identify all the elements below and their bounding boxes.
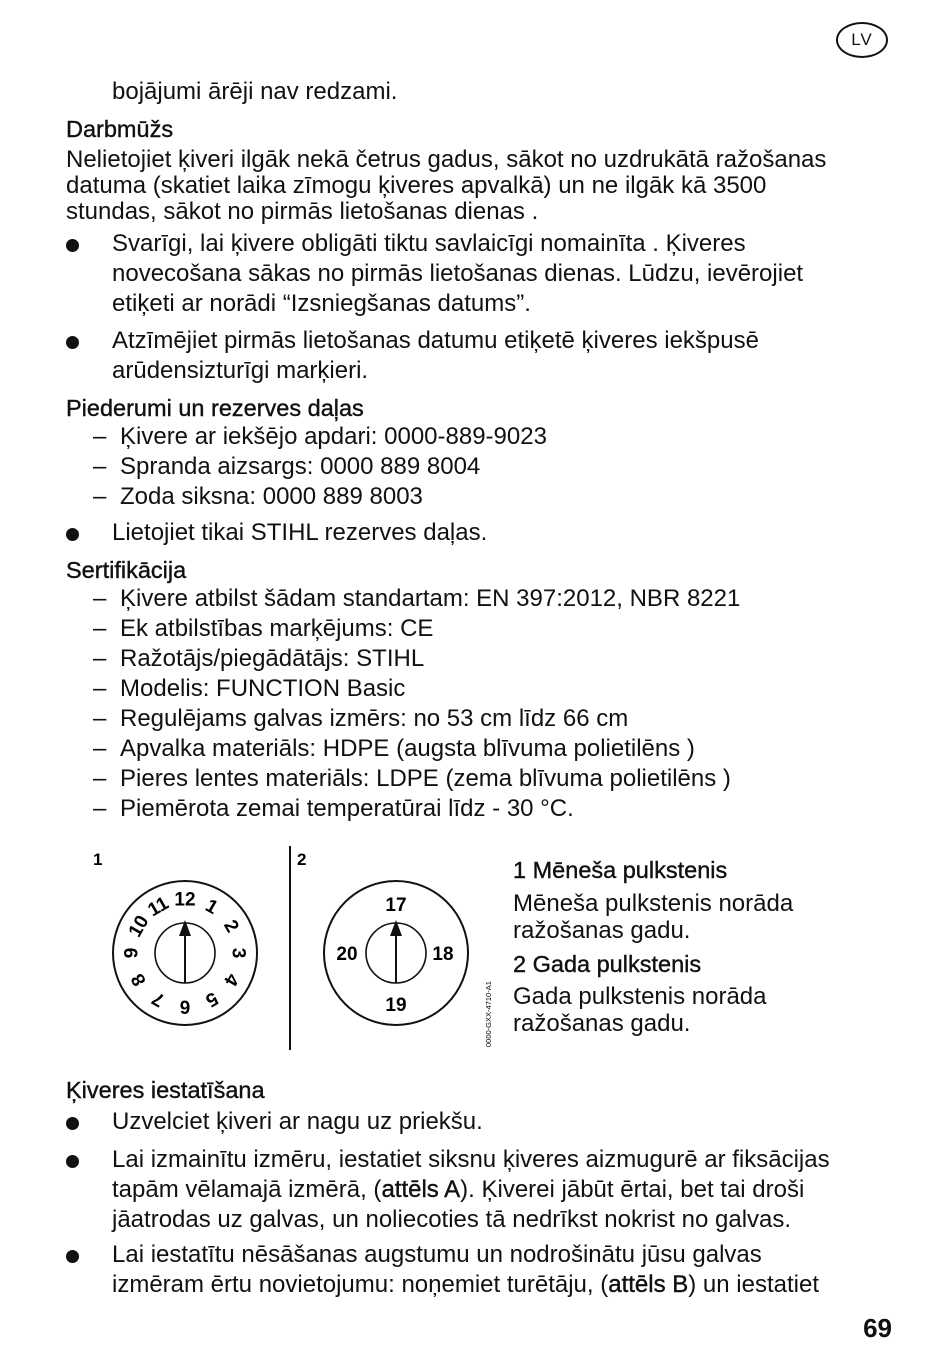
dash-marker: – (93, 795, 107, 822)
month-number: 11 (144, 892, 173, 922)
certification-item: Regulējams galvas izmērs: no 53 cm līdz 66 cm (120, 705, 629, 732)
legend-item-1-line: Mēneša pulkstenis norāda (513, 890, 794, 917)
adjust-heading: Ķiveres iestatīšana (66, 1077, 265, 1103)
dash-marker: – (93, 453, 107, 480)
adjust-bullet-3-line (112, 1271, 819, 1298)
lifetime-line: stundas, sākot no pirmās lietošanas dienas . (66, 198, 539, 225)
accessories-bullet: Lietojiet tikai STIHL rezerves daļas. (112, 519, 488, 546)
certification-item: Piemērota zemai temperatūrai līdz - 30 °C. (120, 795, 574, 822)
bullet-dot (66, 1250, 79, 1263)
certification-item: Ķivere atbilst šādam standartam: EN 397:2012, NBR 8221 (120, 585, 741, 612)
month-number: 4 (219, 969, 243, 990)
lifetime-bullet-line: etiķeti ar norādi “Izsniegšanas datums”. (112, 290, 531, 317)
figure-panel-2-label: 2 (297, 850, 307, 869)
dash-marker: – (93, 423, 107, 450)
accessory-item: Ķivere ar iekšējo apdari: 0000-889-9023 (120, 423, 547, 450)
dash-marker: – (93, 765, 107, 792)
figure-reference-b: attēls B (608, 1271, 689, 1298)
year-number: 20 (336, 944, 358, 965)
month-number: 6 (179, 995, 191, 1017)
month-number: 12 (174, 889, 196, 911)
language-code: LV (851, 30, 873, 49)
month-number: 9 (121, 947, 143, 959)
lifetime-line: Nelietojiet ķiveri ilgāk nekā četrus gadus, sākot no uzdrukātā ražošanas (66, 146, 827, 173)
adjust-bullet-2-line: Lai izmainītu izmēru, iestatiet siksnu ķiveres aizmugurē ar fiksācijas (112, 1146, 830, 1173)
text-fragment: ) un iestatiet (688, 1271, 819, 1298)
accessories-heading: Piederumi un rezerves daļas (66, 395, 364, 421)
certification-heading: Sertifikācija (66, 557, 187, 583)
month-clock (113, 881, 257, 1025)
bullet-dot (66, 336, 79, 349)
figure-code: 0000-GXX-4710-A1 (484, 981, 493, 1047)
month-number: 7 (148, 987, 169, 1011)
bullet-dot (66, 1155, 79, 1168)
bullet-dot (66, 528, 79, 541)
certification-item: Ek atbilstības marķējums: CE (120, 615, 434, 642)
month-number: 5 (201, 987, 222, 1011)
figure-reference-a: attēls A (381, 1176, 461, 1203)
month-number: 2 (219, 916, 243, 937)
lifetime-bullet-line: Atzīmējiet pirmās lietošanas datumu etiķetē ķiveres iekšpusē (112, 327, 759, 354)
month-number: 3 (227, 947, 249, 959)
lifetime-heading: Darbmūžs (66, 116, 174, 142)
dash-marker: – (93, 483, 107, 510)
year-number: 19 (385, 995, 407, 1016)
legend-item-2-title: 2 Gada pulkstenis (513, 951, 702, 977)
dash-marker: – (93, 585, 107, 612)
text-fragment: izmēram ērtu novietojumu: noņemiet turētāju, ( (112, 1271, 609, 1298)
year-clock (324, 881, 468, 1025)
language-badge (836, 22, 888, 58)
certification-item: Apvalka materiāls: HDPE (augsta blīvuma polietilēns ) (120, 735, 695, 762)
accessory-item: Zoda siksna: 0000 889 8003 (120, 483, 423, 510)
certification-item: Pieres lentes materiāls: LDPE (zema blīvuma polietilēns ) (120, 765, 731, 792)
bullet-dot (66, 1117, 79, 1130)
legend-item-1-line: ražošanas gadu. (513, 917, 691, 944)
month-number: 10 (124, 912, 154, 941)
lifetime-bullet-line: arūdensizturīgi marķieri. (112, 357, 369, 384)
dash-marker: – (93, 615, 107, 642)
adjust-bullet-2-line (112, 1176, 804, 1203)
page-number: 69 (863, 1313, 892, 1343)
text-fragment: tapām vēlamajā izmērā, ( (112, 1176, 382, 1203)
certification-item: Ražotājs/piegādātājs: STIHL (120, 645, 425, 672)
intro-line: bojājumi ārēji nav redzami. (112, 78, 398, 105)
lifetime-bullet-line: novecošana sākas no pirmās lietošanas dienas. Lūdzu, ievērojiet (112, 260, 804, 287)
date-clocks-figure (85, 843, 505, 1053)
month-number: 1 (201, 895, 222, 919)
bullet-dot (66, 239, 79, 252)
legend-item-2-line: ražošanas gadu. (513, 1010, 691, 1037)
accessory-item: Spranda aizsargs: 0000 889 8004 (120, 453, 481, 480)
month-number: 8 (127, 969, 151, 990)
certification-item: Modelis: FUNCTION Basic (120, 675, 406, 702)
year-number: 18 (432, 944, 454, 965)
dash-marker: – (93, 645, 107, 672)
lifetime-line: datuma (skatiet laika zīmogu ķiveres apvalkā) un ne ilgāk kā 3500 (66, 172, 767, 199)
adjust-bullet-2-line: jāatrodas uz galvas, un noliecoties tā nedrīkst nokrist no galvas. (112, 1206, 792, 1233)
dash-marker: – (93, 735, 107, 762)
dash-marker: – (93, 705, 107, 732)
year-number: 17 (385, 895, 407, 916)
adjust-bullet-1: Uzvelciet ķiveri ar nagu uz priekšu. (112, 1108, 483, 1135)
lifetime-bullet-line: Svarīgi, lai ķivere obligāti tiktu savlaicīgi nomainīta . Ķiveres (112, 230, 746, 257)
legend-item-1-title: 1 Mēneša pulkstenis (513, 857, 728, 883)
adjust-bullet-3-line: Lai iestatītu nēsāšanas augstumu un nodrošinātu jūsu galvas (112, 1241, 762, 1268)
dash-marker: – (93, 675, 107, 702)
legend-item-2-line: Gada pulkstenis norāda (513, 983, 767, 1010)
figure-panel-1-label: 1 (93, 850, 103, 869)
text-fragment: ). Ķiverei jābūt ērtai, bet tai droši (460, 1176, 805, 1203)
